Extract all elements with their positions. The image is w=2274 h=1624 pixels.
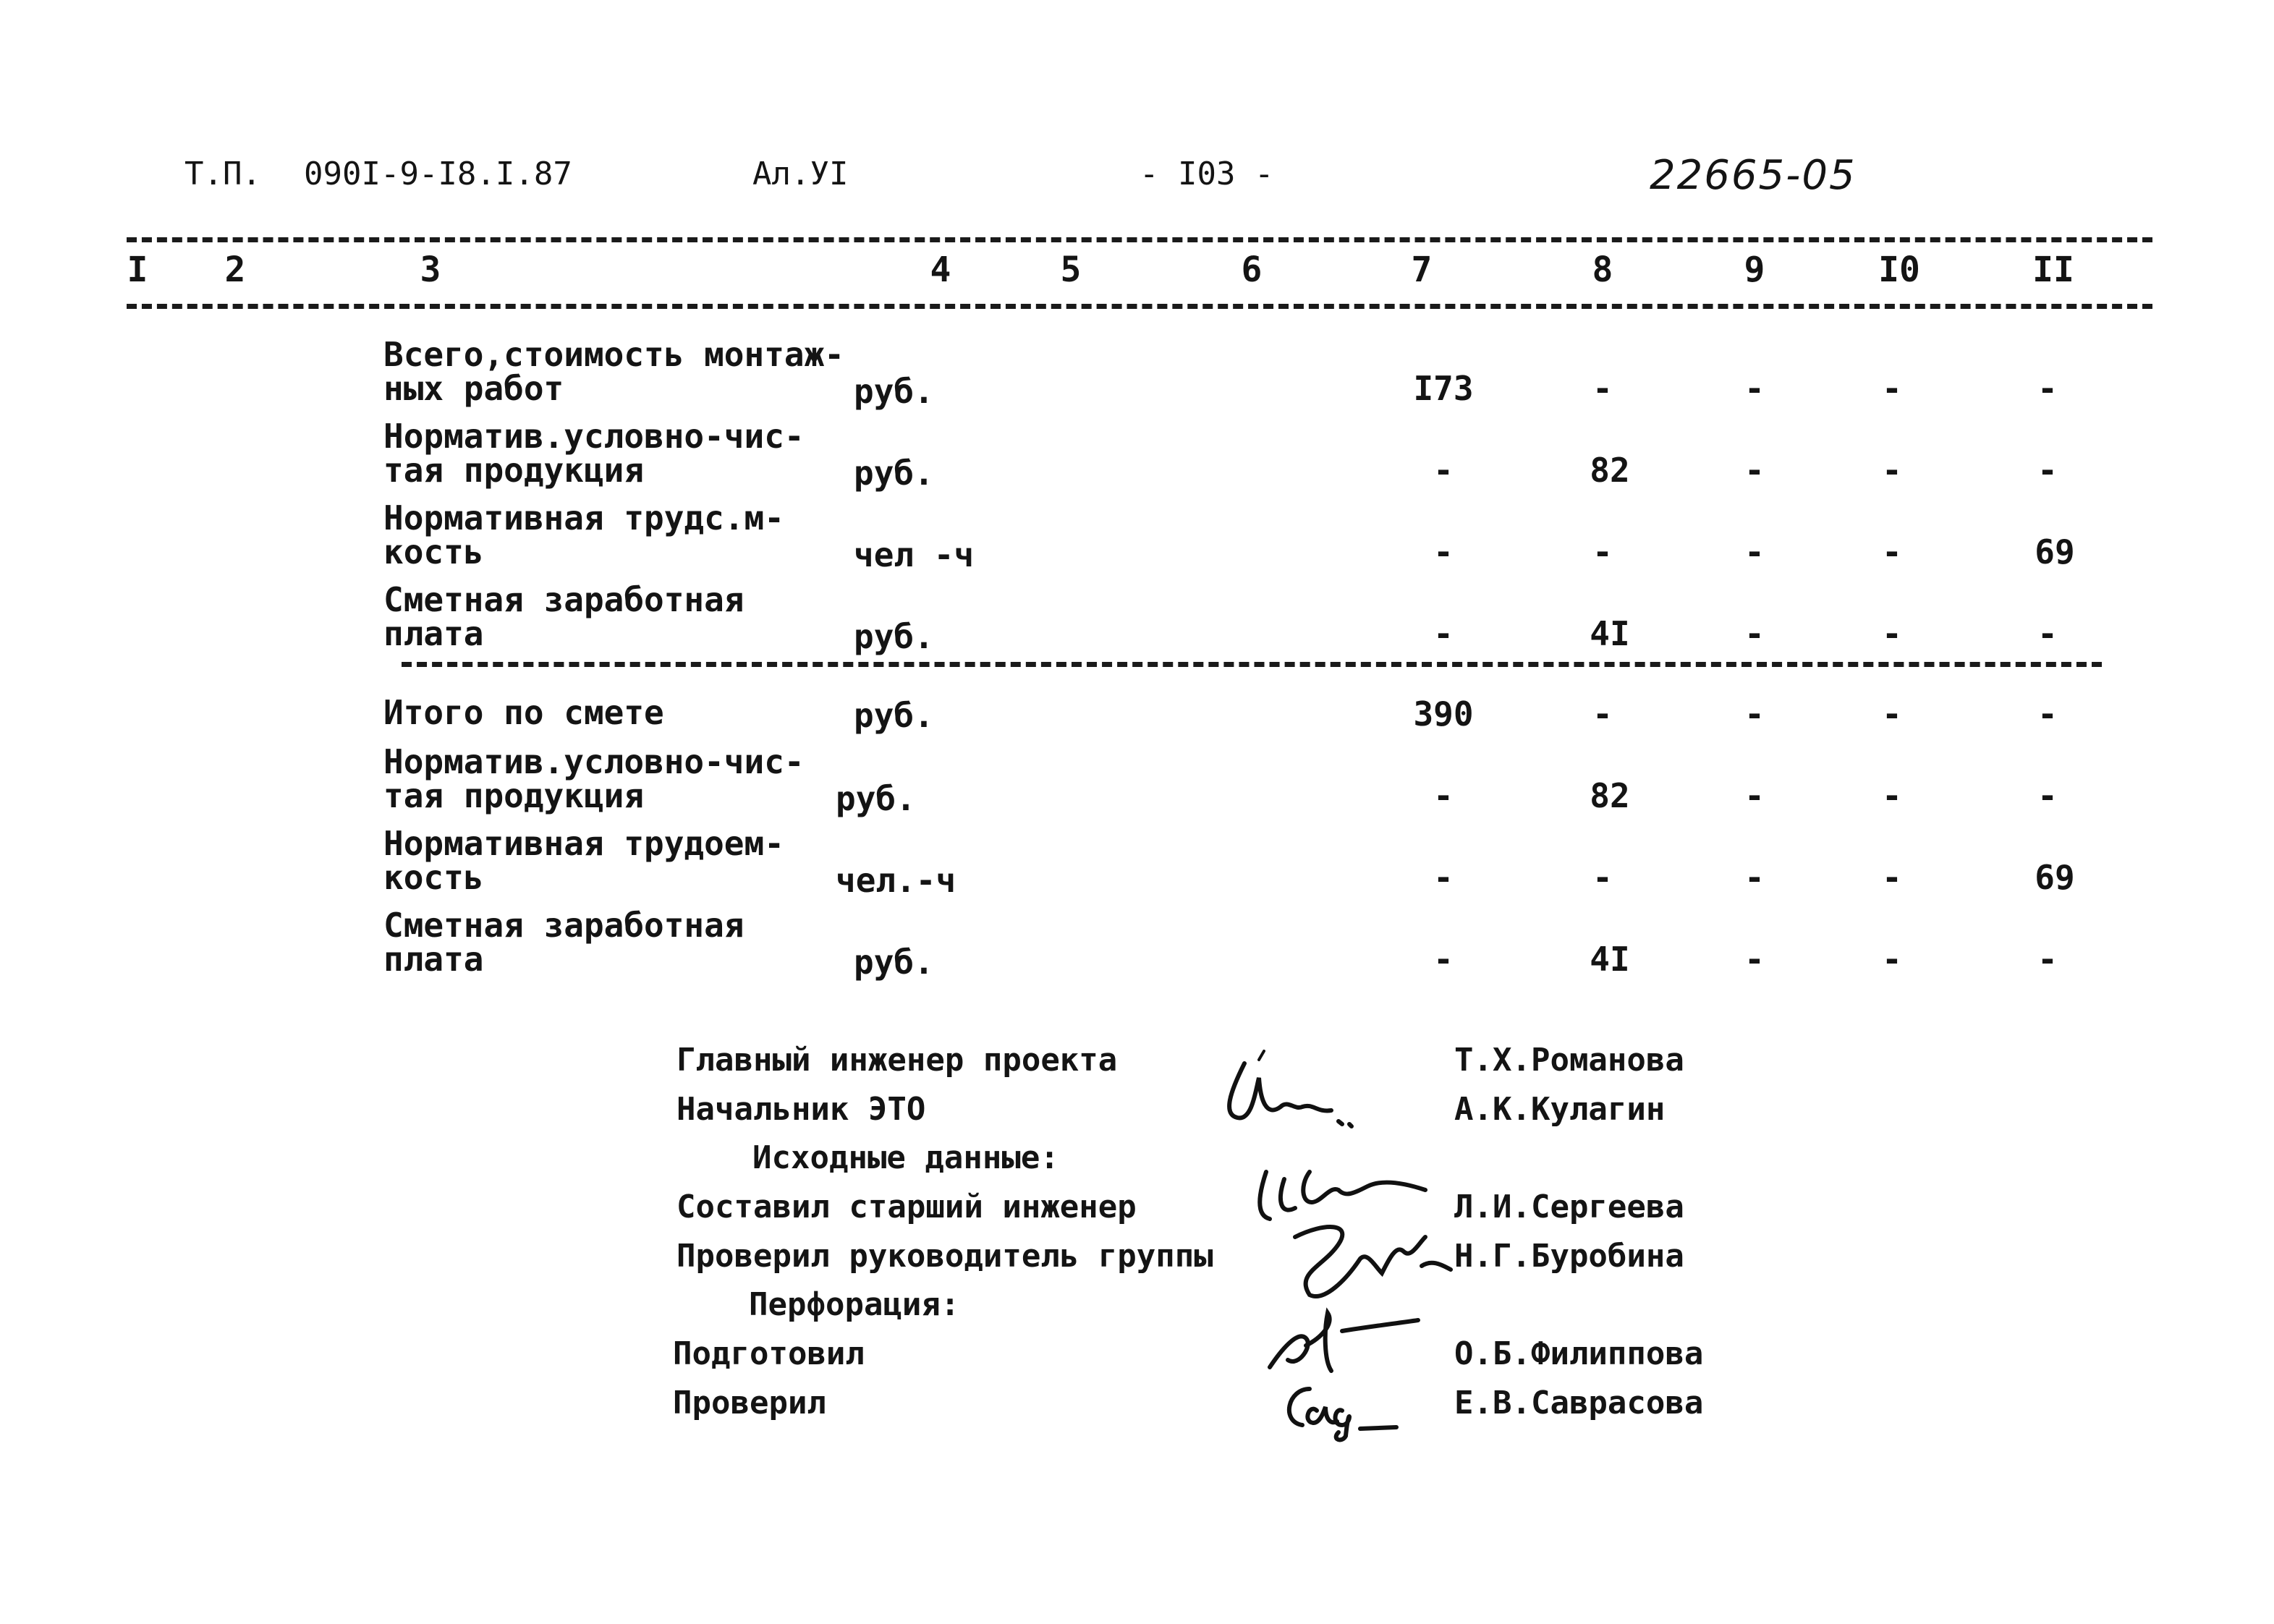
handwritten-doc-number: 22665-05 [1650,152,1857,199]
row-value-col7: I73 [1413,369,1474,408]
checked-by-signature [1273,1371,1404,1443]
document-code: 090I-9-I8.I.87 [304,156,572,192]
row-label: Всего,стоимость монтаж- ных работ [383,335,844,408]
compiled-by-label: Составил старший инженер [676,1189,1137,1225]
row-label: Норматив.условно-чис- тая продукция [383,417,805,490]
column-number-2: 2 [224,250,246,290]
chief-engineer-name: Т.Х.Романова [1454,1042,1684,1079]
row-unit: чел.-ч [836,861,956,900]
row-value-col8: 4I [1590,940,1630,979]
row-value-col11: - [2037,940,2058,979]
row-value-col7: - [1433,940,1454,979]
row-value-col11: - [2037,451,2058,490]
row-value-col7: - [1433,858,1454,897]
chief-engineer-label: Главный инженер проекта [676,1042,1118,1079]
compiled-by-name: Л.И.Сергеева [1454,1189,1684,1225]
perforation-heading: Перфорация: [749,1286,960,1323]
row-value-col10: - [1882,940,1902,979]
eto-head-signature [1216,1049,1360,1143]
row-value-col10: - [1882,451,1902,490]
row-value-col11: - [2037,776,2058,815]
page-number: - I03 - [1140,156,1274,192]
column-number-11: II [2032,250,2074,290]
prepared-by-name: О.Б.Филиппова [1454,1335,1704,1372]
header-bottom-rule [127,304,2152,309]
checked-by-name: Е.В.Савраcова [1454,1385,1704,1421]
checked-by-label: Проверил [673,1385,826,1421]
row-unit: руб. [854,696,934,735]
row-label: Сметная заработная плата [383,580,744,653]
prepared-by-signature [1255,1302,1422,1382]
row-value-col8: - [1592,694,1613,734]
row-value-col10: - [1882,369,1902,408]
row-label: Сметная заработная плата [383,906,744,979]
column-number-9: 9 [1744,250,1765,290]
checked-by-group-lead-name: Н.Г.Буробина [1454,1238,1684,1275]
row-label: Норматив.условно-чис- тая продукция [383,742,805,815]
column-number-3: 3 [420,250,441,290]
checked-by-group-lead-signature [1281,1215,1454,1309]
row-value-col9: - [1744,858,1765,897]
checked-by-group-lead-label: Проверил руководитель группы [676,1238,1213,1275]
row-unit: руб. [854,372,934,411]
row-value-col10: - [1882,694,1902,734]
row-value-col10: - [1882,614,1902,653]
table-top-rule [127,237,2152,242]
row-value-col7: - [1433,614,1454,653]
column-number-6: 6 [1241,250,1263,290]
row-value-col9: - [1744,614,1765,653]
row-value-col9: - [1744,369,1765,408]
row-label-total: Итого по смете [383,693,664,732]
row-value-col8: 82 [1590,776,1630,815]
row-value-col9: - [1744,776,1765,815]
row-value-col7: - [1433,776,1454,815]
column-number-7: 7 [1411,250,1433,290]
row-value-col10: - [1882,776,1902,815]
row-value-col8: - [1592,858,1613,897]
row-unit: руб. [854,943,934,982]
row-value-col9: - [1744,451,1765,490]
eto-head-name: А.К.Кулагин [1454,1091,1666,1128]
column-number-10: I0 [1878,250,1920,290]
row-value-col10: - [1882,532,1902,571]
eto-head-label: Начальник ЭТО [676,1091,926,1128]
row-unit: руб. [854,454,934,493]
row-label: Нормативная трудс.м- кость [383,498,784,571]
row-value-col11: 69 [2035,858,2075,897]
album-number: Ал.УI [752,156,849,192]
row-value-col7: 390 [1413,694,1474,734]
subtotal-separator-rule [402,662,2102,667]
row-value-col9: - [1744,694,1765,734]
row-value-col9: - [1744,940,1765,979]
row-value-col7: - [1433,451,1454,490]
row-unit: руб. [836,779,916,818]
row-unit: чел -ч [854,535,975,574]
column-number-1: I [127,250,148,290]
row-label: Нормативная трудоем- кость [383,824,784,897]
column-number-5: 5 [1060,250,1082,290]
tp-label: Т.П. [184,156,261,192]
row-value-col11: - [2037,369,2058,408]
row-value-col8: 82 [1590,451,1630,490]
chief-engineer-signature-mark [1255,1049,1270,1063]
row-value-col8: 4I [1590,614,1630,653]
row-value-col10: - [1882,858,1902,897]
row-unit: руб. [854,617,934,656]
row-value-col11: - [2037,614,2058,653]
row-value-col11: 69 [2035,532,2075,571]
prepared-by-label: Подготовил [673,1335,865,1372]
row-value-col7: - [1433,532,1454,571]
source-data-heading: Исходные данные: [752,1139,1059,1176]
row-value-col11: - [2037,694,2058,734]
row-value-col8: - [1592,369,1613,408]
row-value-col8: - [1592,532,1613,571]
column-number-8: 8 [1592,250,1613,290]
column-number-4: 4 [930,250,951,290]
row-value-col9: - [1744,532,1765,571]
